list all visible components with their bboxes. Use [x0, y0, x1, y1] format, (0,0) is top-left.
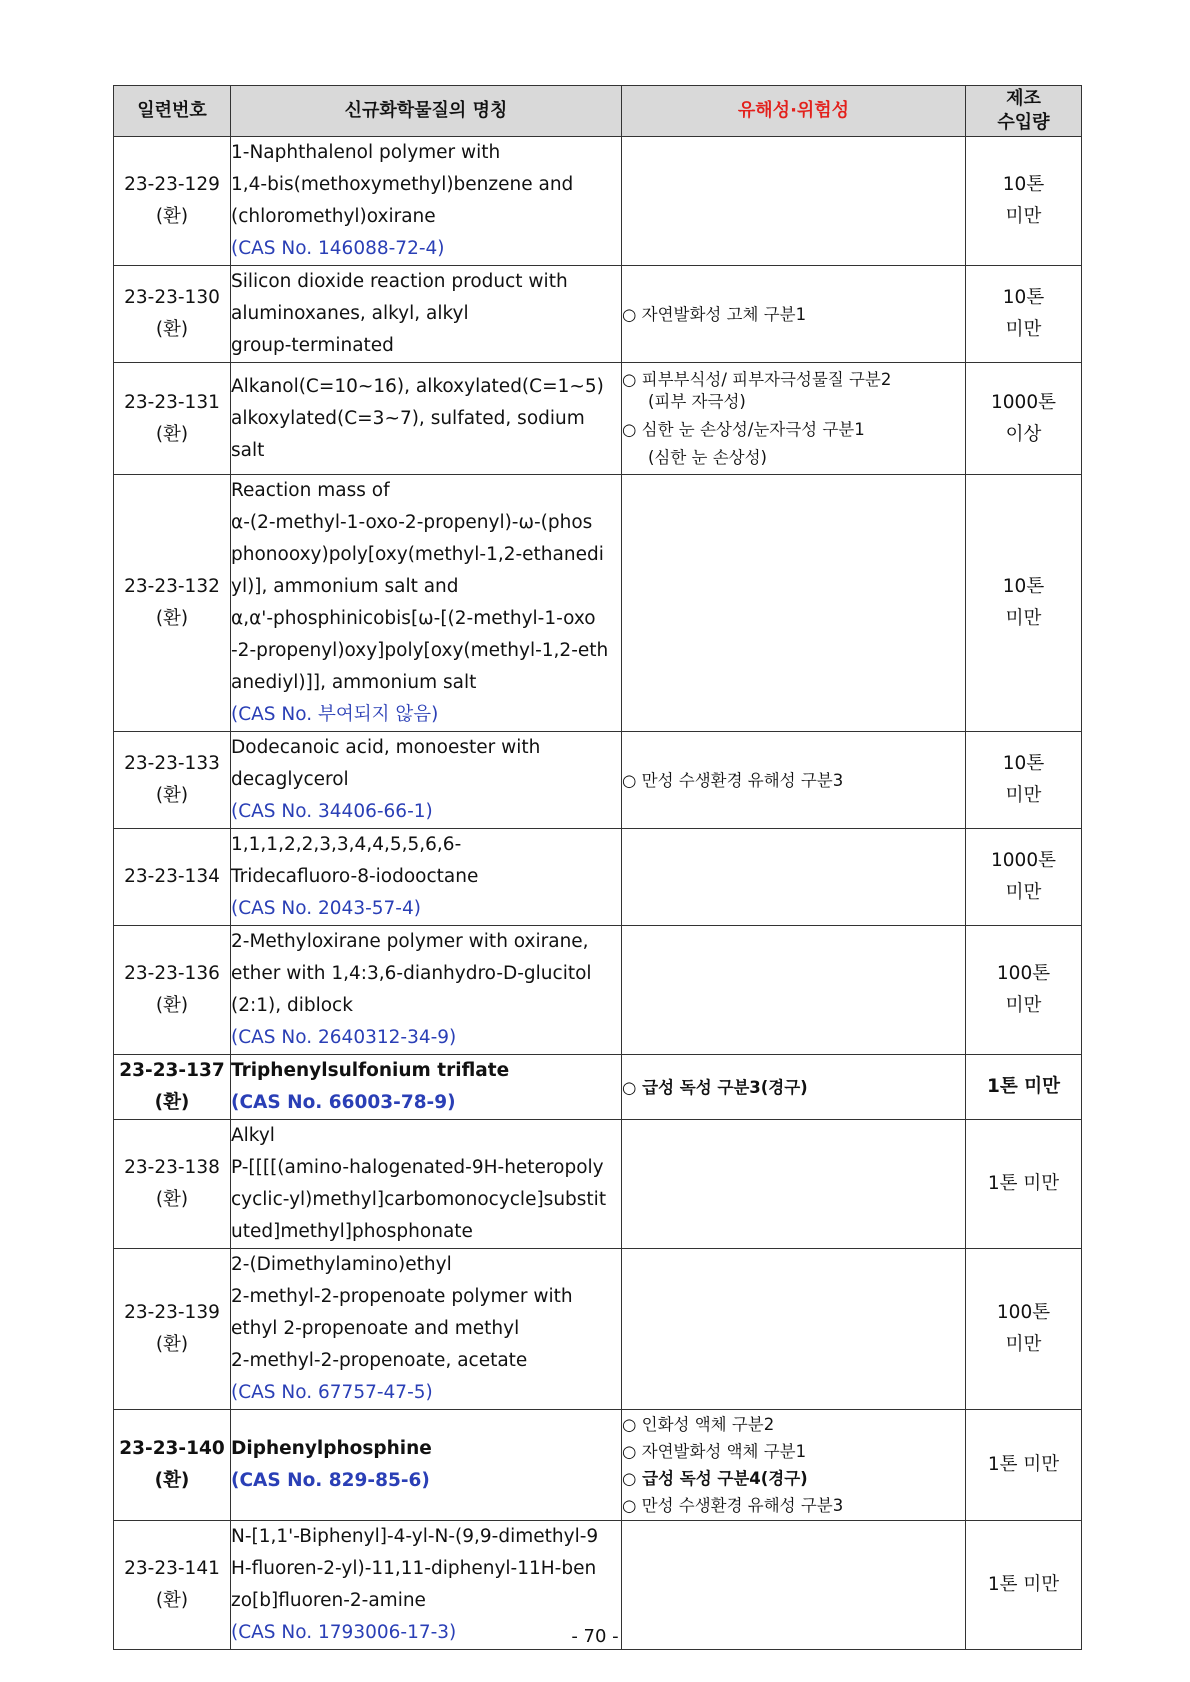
hazard-cell [622, 1410, 966, 1521]
quantity-line: 1000톤 [991, 391, 1056, 413]
name-line: zo[b]fluoren-2-amine [231, 1590, 426, 1611]
serial-tag: (환) [155, 608, 189, 629]
quantity-cell [966, 1249, 1082, 1410]
serial-tag: (환) [154, 1470, 190, 1491]
name-line: 1,4-bis(methoxymethyl)benzene and [231, 174, 574, 195]
name-cell [231, 1055, 622, 1120]
serial-tag: (환) [155, 423, 189, 445]
serial-cell [114, 363, 231, 475]
quantity-line: 10톤 [1002, 287, 1045, 308]
cas-number: (CAS No. 2043-57-4) [231, 898, 421, 919]
quantity-line: 100톤 [996, 963, 1051, 984]
name-cell [231, 266, 622, 363]
table-row [114, 1249, 1082, 1410]
name-line: 1-Naphthalenol polymer with [231, 142, 501, 163]
name-line: 2-(Dimethylamino)ethyl [231, 1254, 452, 1275]
hazard-cell [622, 363, 966, 475]
hazard-cell [622, 1055, 966, 1120]
serial-tag: (환) [155, 1189, 189, 1210]
serial-number: 23-23-134 [124, 866, 220, 887]
quantity-cell [966, 732, 1082, 829]
name-line: anediyl)]], ammonium salt [231, 672, 477, 693]
hazard-item: ○ 피부부식성/ 피부자극성물질 구분2 [622, 369, 892, 389]
hazard-item: ○ 자연발화성 고체 구분1 [622, 304, 807, 324]
serial-cell [114, 926, 231, 1055]
name-cell [231, 475, 622, 732]
table-row [114, 1055, 1082, 1120]
table-row [114, 137, 1082, 266]
name-line: 2-methyl-2-propenoate, acetate [231, 1350, 528, 1371]
hazard-item: ○ 인화성 액체 구분2 [622, 1415, 775, 1434]
serial-number: 23-23-136 [124, 963, 220, 984]
quantity-line: 미만 [1005, 882, 1042, 903]
header-hazard: 유해성·위험성 [622, 86, 966, 137]
quantity-line: 미만 [1005, 608, 1042, 629]
quantity-line: 미만 [1005, 206, 1042, 227]
quantity-line: 10톤 [1002, 174, 1045, 195]
name-line: P-[[[[(amino-halogenated-9H-heteropoly [231, 1157, 604, 1178]
table-row [114, 732, 1082, 829]
cas-number: (CAS No. 2640312-34-9) [231, 1027, 457, 1048]
name-cell [231, 732, 622, 829]
quantity-line: 1톤 미만 [987, 1076, 1060, 1097]
name-cell [231, 1120, 622, 1249]
name-line: Reaction mass of [231, 480, 390, 501]
serial-tag: (환) [155, 995, 189, 1016]
table-row [114, 926, 1082, 1055]
serial-cell [114, 1249, 231, 1410]
quantity-cell [966, 1410, 1082, 1521]
name-line: 2-methyl-2-propenoate polymer with [231, 1286, 573, 1307]
name-cell [231, 137, 622, 266]
serial-number: 23-23-138 [124, 1157, 220, 1178]
name-line: Triphenylsulfonium triflate [231, 1060, 510, 1081]
name-line: Tridecafluoro-8-iodooctane [231, 866, 479, 887]
name-cell [231, 926, 622, 1055]
name-line: salt [231, 439, 265, 461]
quantity-cell [966, 475, 1082, 732]
hazard-item: ○ 자연발화성 액체 구분1 [622, 1442, 807, 1461]
quantity-line: 1톤 미만 [987, 1454, 1060, 1475]
name-line: cyclic-yl)methyl]carbomonocycle]substit [231, 1189, 607, 1210]
name-line: yl)], ammonium salt and [231, 576, 459, 597]
table-row [114, 475, 1082, 732]
header-quantity [966, 86, 1082, 137]
serial-cell [114, 266, 231, 363]
hazard-cell [622, 266, 966, 363]
serial-cell [114, 137, 231, 266]
header-quantity-line2: 수입량 [997, 112, 1050, 133]
serial-cell [114, 1055, 231, 1120]
serial-tag: (환) [155, 1334, 189, 1355]
serial-number: 23-23-133 [124, 753, 220, 774]
header-chemical-name: 신규화학물질의 명칭 [231, 86, 622, 137]
serial-number: 23-23-140 [119, 1438, 225, 1459]
hazard-item: ○ 만성 수생환경 유해성 구분3 [622, 770, 844, 790]
hazard-cell [622, 137, 966, 266]
name-line: Alkanol(C=10~16), alkoxylated(C=1~5) [231, 375, 604, 397]
name-line: α-(2-methyl-1-oxo-2-propenyl)-ω-(phos [231, 512, 593, 533]
table-row [114, 1410, 1082, 1521]
table-header [114, 86, 1082, 137]
name-line: decaglycerol [231, 769, 349, 790]
name-line: (2:1), diblock [231, 995, 353, 1016]
cas-number: (CAS No. 829-85-6) [231, 1470, 430, 1491]
name-line: -2-propenyl)oxy]poly[oxy(methyl-1,2-eth [231, 640, 609, 661]
serial-cell [114, 1410, 231, 1521]
table-row [114, 363, 1082, 475]
quantity-line: 1톤 미만 [987, 1574, 1060, 1595]
quantity-cell [966, 363, 1082, 475]
name-line: Dodecanoic acid, monoester with [231, 737, 541, 758]
name-cell [231, 1249, 622, 1410]
name-line: phonooxy)poly[oxy(methyl-1,2-ethanedi [231, 544, 604, 565]
name-line: Alkyl [231, 1125, 275, 1146]
hazard-item: ○ 만성 수생환경 유해성 구분3 [622, 1496, 844, 1515]
name-line: α,α'-phosphinicobis[ω-[(2-methyl-1-oxo [231, 608, 596, 629]
quantity-cell [966, 1120, 1082, 1249]
table-row [114, 1120, 1082, 1249]
serial-number: 23-23-139 [124, 1302, 220, 1323]
name-line: 1,1,1,2,2,3,3,4,4,5,5,6,6- [231, 834, 462, 855]
cas-number: (CAS No. 1793006-17-3) [231, 1622, 457, 1643]
serial-number: 23-23-130 [124, 287, 220, 308]
quantity-line: 1000톤 [991, 850, 1056, 871]
header-serial-number: 일련번호 [114, 86, 231, 137]
page-number: - 70 - [571, 1626, 619, 1647]
cas-number: (CAS No. 146088-72-4) [231, 238, 445, 259]
serial-number: 23-23-132 [124, 576, 220, 597]
name-line: (chloromethyl)oxirane [231, 206, 436, 227]
serial-tag: (환) [154, 1092, 190, 1113]
cas-number: (CAS No. 34406-66-1) [231, 801, 433, 822]
hazard-item: ○ 심한 눈 손상성/눈자극성 구분1 [622, 419, 865, 439]
quantity-cell [966, 266, 1082, 363]
serial-number: 23-23-137 [119, 1060, 225, 1081]
quantity-line: 미만 [1005, 785, 1042, 806]
hazard-cell [622, 1120, 966, 1249]
name-cell [231, 1410, 622, 1521]
name-cell [231, 363, 622, 475]
quantity-line: 10톤 [1002, 576, 1045, 597]
name-line: alkoxylated(C=3~7), sulfated, sodium [231, 407, 585, 429]
serial-tag: (환) [155, 1590, 189, 1611]
serial-number: 23-23-129 [124, 174, 220, 195]
hazard-cell [622, 926, 966, 1055]
cas-number: (CAS No. 부여되지 않음) [231, 704, 439, 725]
name-line: group-terminated [231, 335, 394, 356]
name-line: Diphenylphosphine [231, 1438, 432, 1459]
quantity-line: 미만 [1005, 1334, 1042, 1355]
chemical-table [113, 85, 1082, 1650]
name-line: Silicon dioxide reaction product with [231, 271, 568, 292]
cas-number: (CAS No. 66003-78-9) [231, 1092, 456, 1113]
name-cell [231, 829, 622, 926]
hazard-cell [622, 732, 966, 829]
quantity-line: 미만 [1005, 319, 1042, 340]
table-row [114, 829, 1082, 926]
header-quantity-line1: 제조 [1006, 88, 1041, 109]
quantity-line: 1톤 미만 [987, 1173, 1060, 1194]
quantity-line: 이상 [1005, 423, 1042, 445]
name-line: aluminoxanes, alkyl, alkyl [231, 303, 469, 324]
hazard-item: ○ 급성 독성 구분4(경구) [622, 1469, 808, 1488]
name-line: H-fluoren-2-yl)-11,11-diphenyl-11H-ben [231, 1558, 597, 1579]
name-line: ethyl 2-propenoate and methyl [231, 1318, 520, 1339]
serial-tag: (환) [155, 319, 189, 340]
serial-cell [114, 732, 231, 829]
quantity-cell [966, 1055, 1082, 1120]
table-row [114, 266, 1082, 363]
hazard-item: ○ 급성 독성 구분3(경구) [622, 1077, 808, 1097]
hazard-cell [622, 829, 966, 926]
serial-cell [114, 829, 231, 926]
hazard-item: (피부 자극성) [648, 391, 746, 411]
name-line: N-[1,1'-Biphenyl]-4-yl-N-(9,9-dimethyl-9 [231, 1526, 599, 1547]
name-line: ether with 1,4:3,6-dianhydro-D-glucitol [231, 963, 592, 984]
hazard-cell [622, 475, 966, 732]
hazard-item: (심한 눈 손상성) [648, 447, 767, 467]
name-line: 2-Methyloxirane polymer with oxirane, [231, 931, 589, 952]
quantity-cell [966, 137, 1082, 266]
serial-tag: (환) [155, 206, 189, 227]
quantity-line: 미만 [1005, 995, 1042, 1016]
serial-tag: (환) [155, 785, 189, 806]
serial-cell [114, 1120, 231, 1249]
quantity-cell [966, 829, 1082, 926]
hazard-cell [622, 1249, 966, 1410]
quantity-line: 100톤 [996, 1302, 1051, 1323]
serial-number: 23-23-141 [124, 1558, 220, 1579]
serial-number: 23-23-131 [124, 391, 220, 413]
serial-cell [114, 475, 231, 732]
quantity-line: 10톤 [1002, 753, 1045, 774]
cas-number: (CAS No. 67757-47-5) [231, 1382, 433, 1403]
quantity-cell [966, 926, 1082, 1055]
name-line: uted]methyl]phosphonate [231, 1221, 473, 1242]
